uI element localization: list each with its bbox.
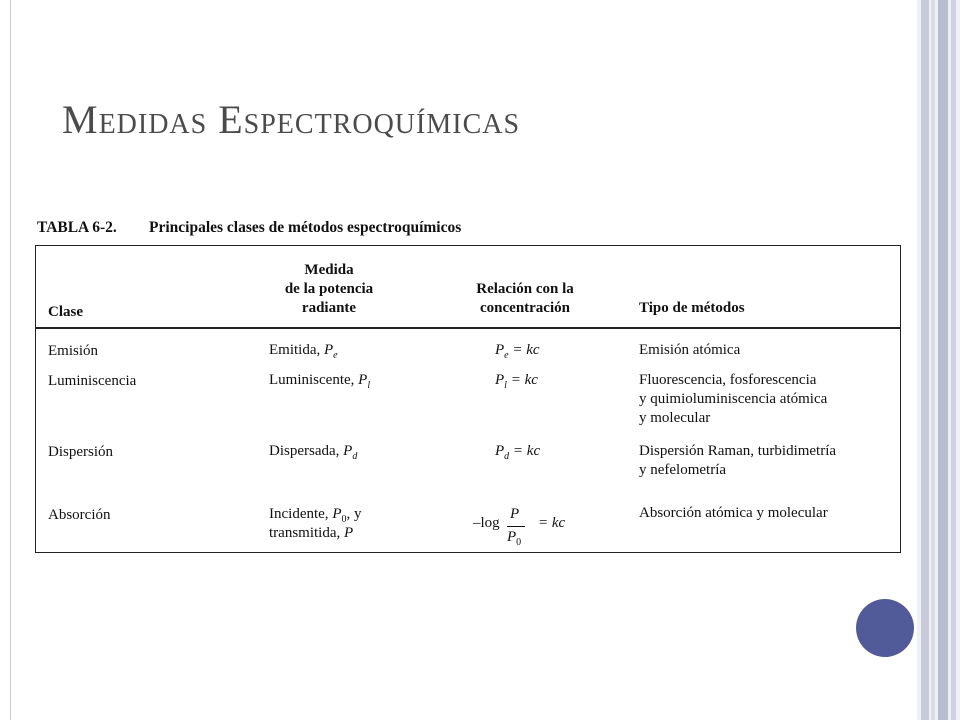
row-luminiscencia-tipo-3: y molecular [639,410,711,426]
decorative-circle [856,599,914,657]
row-luminiscencia-tipo-2: y quimioluminiscencia atómica [639,391,828,407]
header-relacion-2: concentración [480,300,570,316]
slide-title: Medidas Espectroquímicas [62,97,521,142]
table-caption-label: TABLA 6-2. [37,219,117,236]
header-medida-2: de la potencia [284,281,374,297]
row-luminiscencia-tipo-1: Fluorescencia, fosforescencia [639,372,817,388]
header-relacion-1: Relación con la [476,281,574,297]
row-absorcion-clase: Absorción [48,507,111,523]
row-dispersion-clase: Dispersión [48,444,113,460]
row-emision-medida: Emitida, $P_e$ [269,342,338,361]
row-absorcion-tipo-1: Absorción atómica y molecular [639,505,828,521]
header-divider [36,327,900,329]
row-luminiscencia-clase: Luminiscencia [48,373,137,389]
row-dispersion-tipo-2: y nefelometría [639,462,727,478]
table-caption-text: Principales clases de métodos espectroquímicos [149,219,462,236]
row-luminiscencia-medida: Luminiscente, $P_l$ [269,372,371,391]
row-absorcion-relacion: = kc [538,515,566,531]
spectro-methods-table [35,245,901,553]
header-clase: Clase [48,304,83,320]
row-absorcion-log: –log [473,515,500,531]
row-emision-relacion: $P_e$ = kc [495,342,540,361]
row-absorcion-denominator: $P_0$ [507,529,522,548]
row-absorcion-medida-2: transmitida, P [269,525,354,541]
row-emision-clase: Emisión [48,343,99,359]
slide-frame-left [10,0,11,720]
row-dispersion-tipo-1: Dispersión Raman, turbidimetría [639,443,837,459]
row-emision-tipo-1: Emisión atómica [639,342,741,358]
header-medida-3: radiante [301,300,357,316]
row-absorcion-numerator: P [510,506,520,522]
header-medida-1: Medida [304,262,354,278]
row-dispersion-relacion: $P_d$ = kc [495,443,541,462]
row-luminiscencia-relacion: $P_l$ = kc [495,372,538,391]
row-dispersion-medida: Dispersada, $P_d$ [269,443,358,462]
slide-frame-right [917,0,960,720]
row-absorcion-medida-1: Incidente, $P_0$, y [269,506,362,525]
header-tipo: Tipo de métodos [639,300,745,316]
